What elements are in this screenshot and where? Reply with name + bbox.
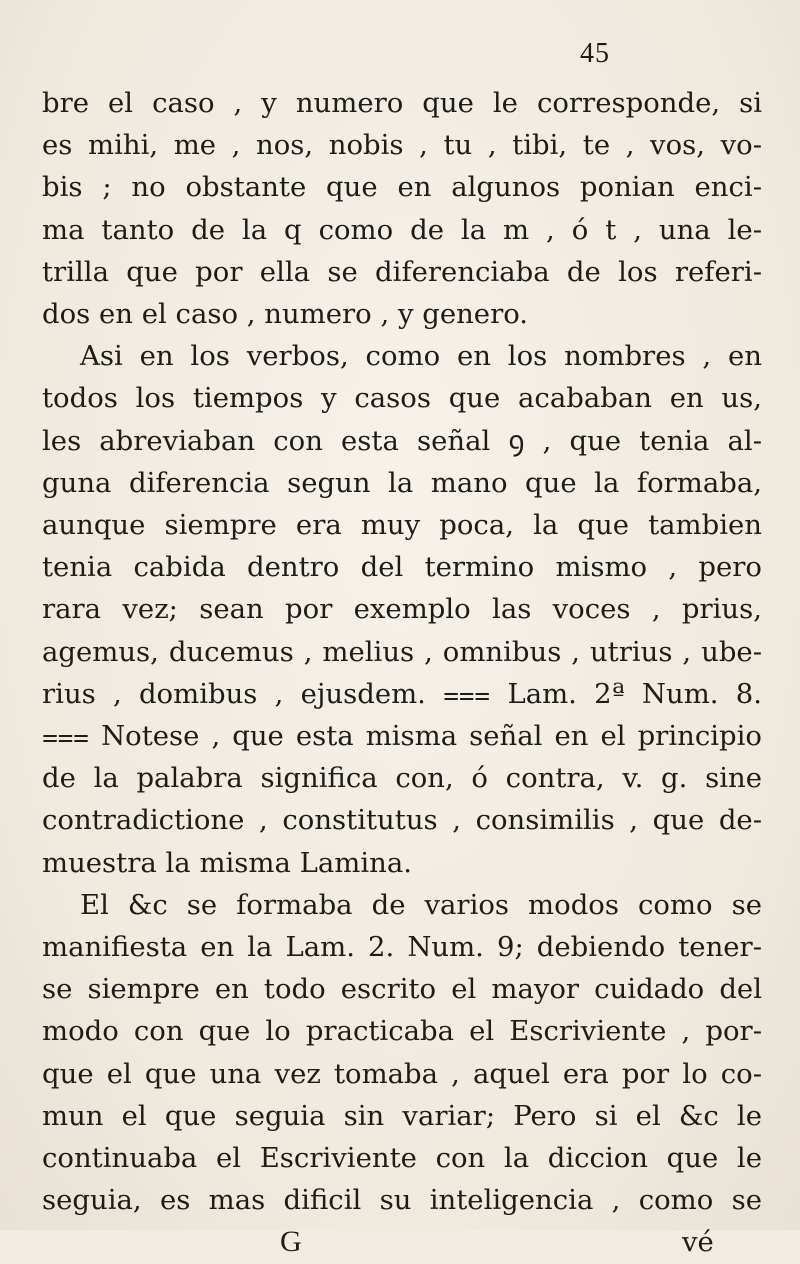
text-line-13: rara vez; sean por exemplo las voces , prius, <box>42 593 762 626</box>
text-line-10: guna diferencia segun la mano que la formaba, <box>42 466 762 499</box>
text-line-2: es mihi, me , nos, nobis , tu , tibi, te , vos, vo- <box>42 129 762 162</box>
text-line-1: bre el caso , y numero que le corresponde, si <box>42 87 762 119</box>
text-line-15: rius , domibus , ejusdem. ⩶ Lam. 2ª Num. 8. <box>42 677 762 710</box>
text-line-16: ⩶ Notese , que esta misma señal en el principio <box>42 720 762 753</box>
text-line-4: ma tanto de la q como de la m , ó t , una le- <box>42 213 762 246</box>
text-line-12: tenia cabida dentro del termino mismo , pero <box>42 551 762 584</box>
text-line-22: se siempre en todo escrito el mayor cuidado del <box>42 973 762 1006</box>
text-line-23: modo con que lo practicaba el Escriviente , por- <box>42 1015 762 1048</box>
text-line-24: que el que una vez tomaba , aquel era por lo co- <box>42 1057 762 1090</box>
signature-mark: G <box>280 1225 302 1259</box>
catchword: vé <box>682 1226 714 1259</box>
body-text <box>42 82 762 1263</box>
text-line-26: continuaba el Escriviente con la diccion que le <box>42 1142 762 1175</box>
text-line-5: trilla que por ella se diferenciaba de los referi- <box>42 255 762 288</box>
signature-line <box>42 1221 762 1263</box>
text-line-18: contradictione , constitutus , consimilis , que de- <box>42 804 762 837</box>
text-line-3: bis ; no obstante que en algunos ponian enci- <box>42 171 762 204</box>
text-line-8: todos los tiempos y casos que acababan en us, <box>42 382 762 415</box>
page-number: 45 <box>580 38 610 69</box>
text-line-6: dos en el caso , numero , y genero. <box>42 298 529 331</box>
text-line-19: muestra la misma Lamina. <box>42 846 413 879</box>
text-line-27: seguia, es mas dificil su inteligencia , como se <box>42 1184 762 1217</box>
text-line-21: manifiesta en la Lam. 2. Num. 9; debiendo tener- <box>42 931 762 964</box>
text-line-17: de la palabra significa con, ó contra, v. g. sine <box>42 762 762 795</box>
text-line-14: agemus, ducemus , melius , omnibus , utrius , ube- <box>42 635 762 668</box>
text-line-25: mun el que seguia sin variar; Pero si el &c le <box>42 1099 762 1132</box>
text-line-20: El &c se formaba de varios modos como se <box>80 888 762 921</box>
text-line-7: Asi en los verbos, como en los nombres , en <box>80 340 762 373</box>
text-line-9: les abreviaban con esta señal ꝯ , que tenia al- <box>42 424 762 457</box>
text-line-11: aunque siempre era muy poca, la que tambien <box>42 509 762 542</box>
